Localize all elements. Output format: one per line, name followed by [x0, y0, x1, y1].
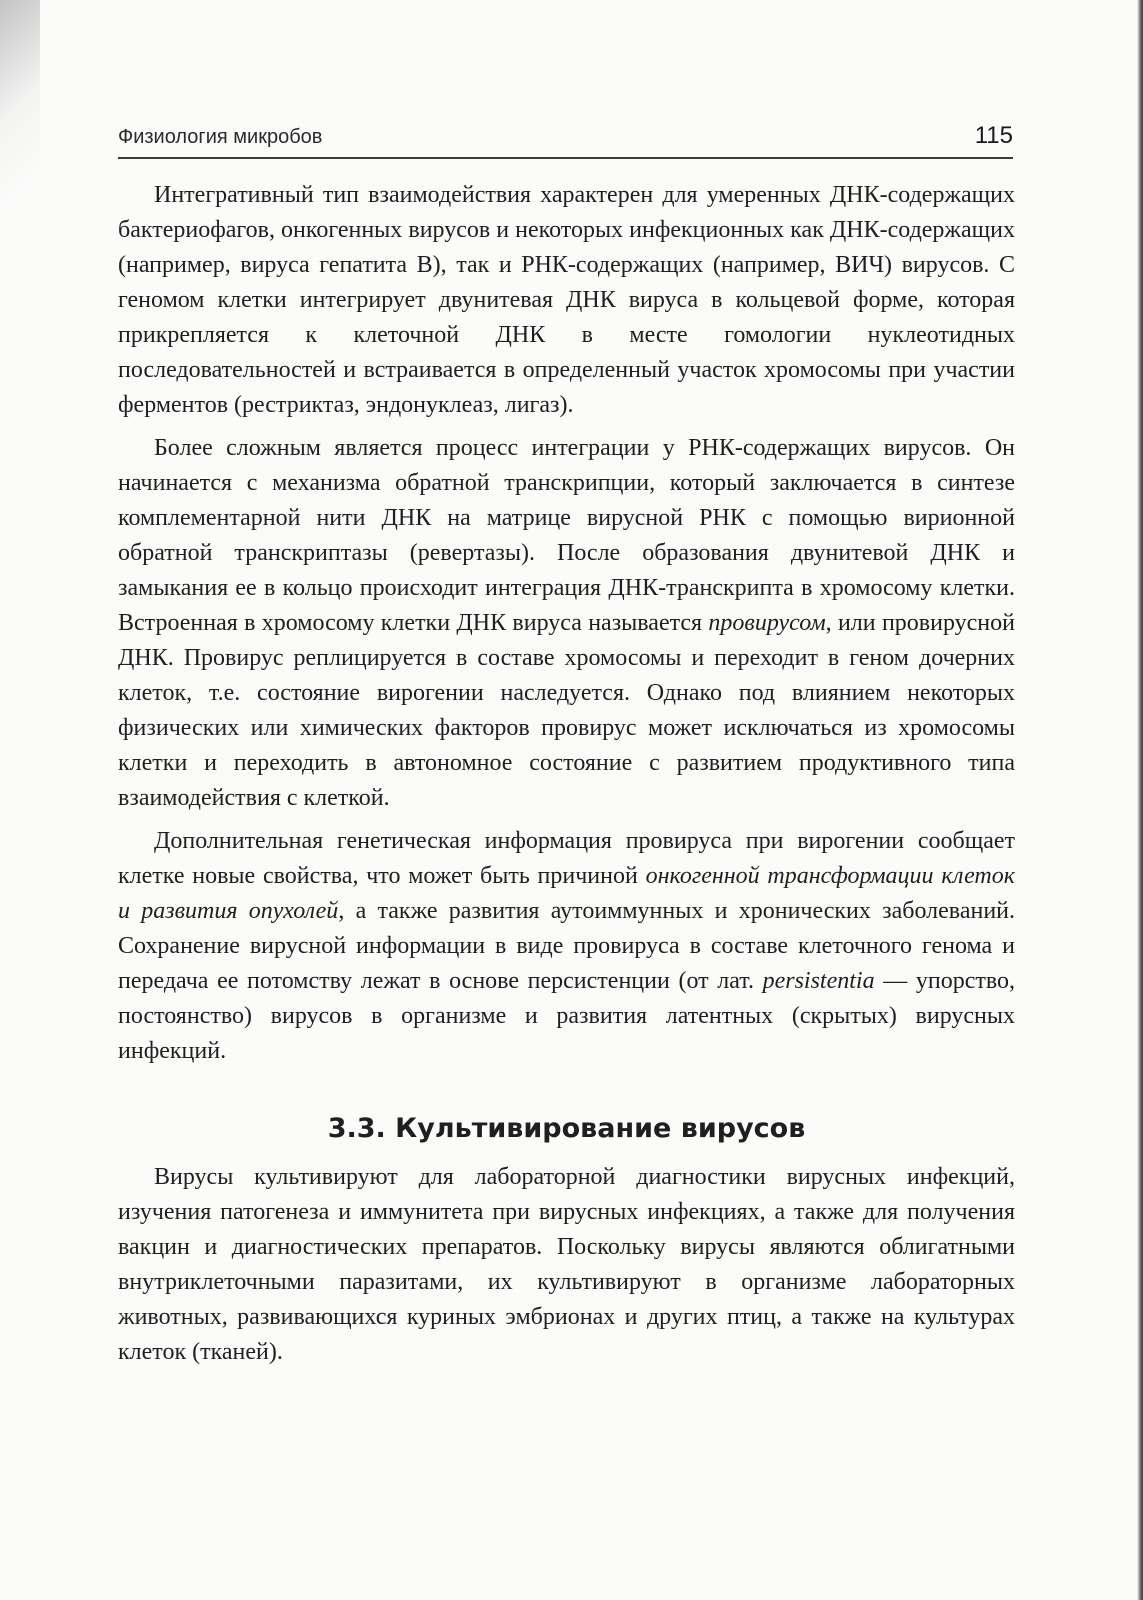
body-text [118, 178, 1015, 1370]
page-number: 115 [974, 122, 1013, 149]
italic-term-provirus: провирусом [708, 610, 826, 636]
header-rule [118, 157, 1013, 159]
paragraph-text: — упорство, постоянство) вирусов в организме и развития латентных (скрытых) вирусных инфекций. [118, 968, 1016, 1064]
italic-term-persistentia: persistentia [762, 968, 875, 994]
paragraph-text: , или провирусной ДНК. Провирус реплицируется в составе хромосомы и переходит в геном дочерних клеток, т.е. состояние вирогении наследуется. Однако под влиянием некоторых физических или химических факторов провирус может исключаться из хромосомы клетки и переходить в автономное состояние с развитием продуктивного типа взаимодействия с клеткой. [118, 610, 1015, 811]
paragraph-integrative-type: Интегративный тип взаимодействия характерен для умеренных ДНК-содержащих бактериофагов, онкогенных вирусов и некоторых инфекционных как ДНК-содержащих (например, вируса гепатита В), так и РНК-содержащих (например, ВИЧ) вирусов. С геномом клетки интегрирует двунитевая ДНК вируса в кольцевой форме, которая прикрепляется к клеточной ДНК в месте гомологии нуклеотидных последовательностей и встраивается в определенный участок хромосомы при участии ферментов (рестриктаз, эндонуклеаз, лигаз). [118, 182, 1015, 418]
paragraph-cultivation: Вирусы культивируют для лабораторной диагностики вирусных инфекций, изучения патогенеза и иммунитета при вирусных инфекциях, а также для получения вакцин и диагностических препаратов. Поскольку вирусы являются облигатными внутриклеточными паразитами, их культивируют в организме лабораторных животных, развивающихся куриных эмбрионах и других птиц, а также на культурах клеток (тканей). [118, 1164, 1015, 1365]
paragraph-text: Более сложным является процесс интеграции у РНК-содержащих вирусов. Он начинается с механизма обратной транскрипции, который заключается в синтезе комплементарной нити ДНК на матрице вирусной РНК с помощью вирионной обратной транскриптазы (ревертазы). После образования двунитевой ДНК и замыкания ее в кольцо происходит интеграция ДНК-транскрипта в хромосому клетки. Встроенная в хромосому клетки ДНК вируса называется [118, 435, 1015, 636]
running-head [118, 122, 1013, 158]
section-heading: 3.3. Культивирование вирусов [327, 1113, 806, 1144]
running-title: Физиология микробов [118, 126, 323, 148]
scan-shadow [0, 0, 40, 240]
paragraph-text: , а также развития аутоиммунных и хронических заболеваний. Сохранение вирусной информации в виде провируса в составе клеточного генома и передача ее потомству лежат в основе персистенции (от лат. [118, 898, 1016, 994]
paragraph-virogeny [118, 824, 1015, 1069]
paragraph-rna-integration [118, 431, 1015, 816]
italic-phrase-oncogenic: онкогенной трансформации клеток и развития опухолей [118, 863, 1015, 924]
paragraph-text: Дополнительная генетическая информация провируса при вирогении сообщает клетке новые свойства, что может быть причиной [118, 828, 1015, 889]
page-edge-shadow [1137, 0, 1143, 1600]
